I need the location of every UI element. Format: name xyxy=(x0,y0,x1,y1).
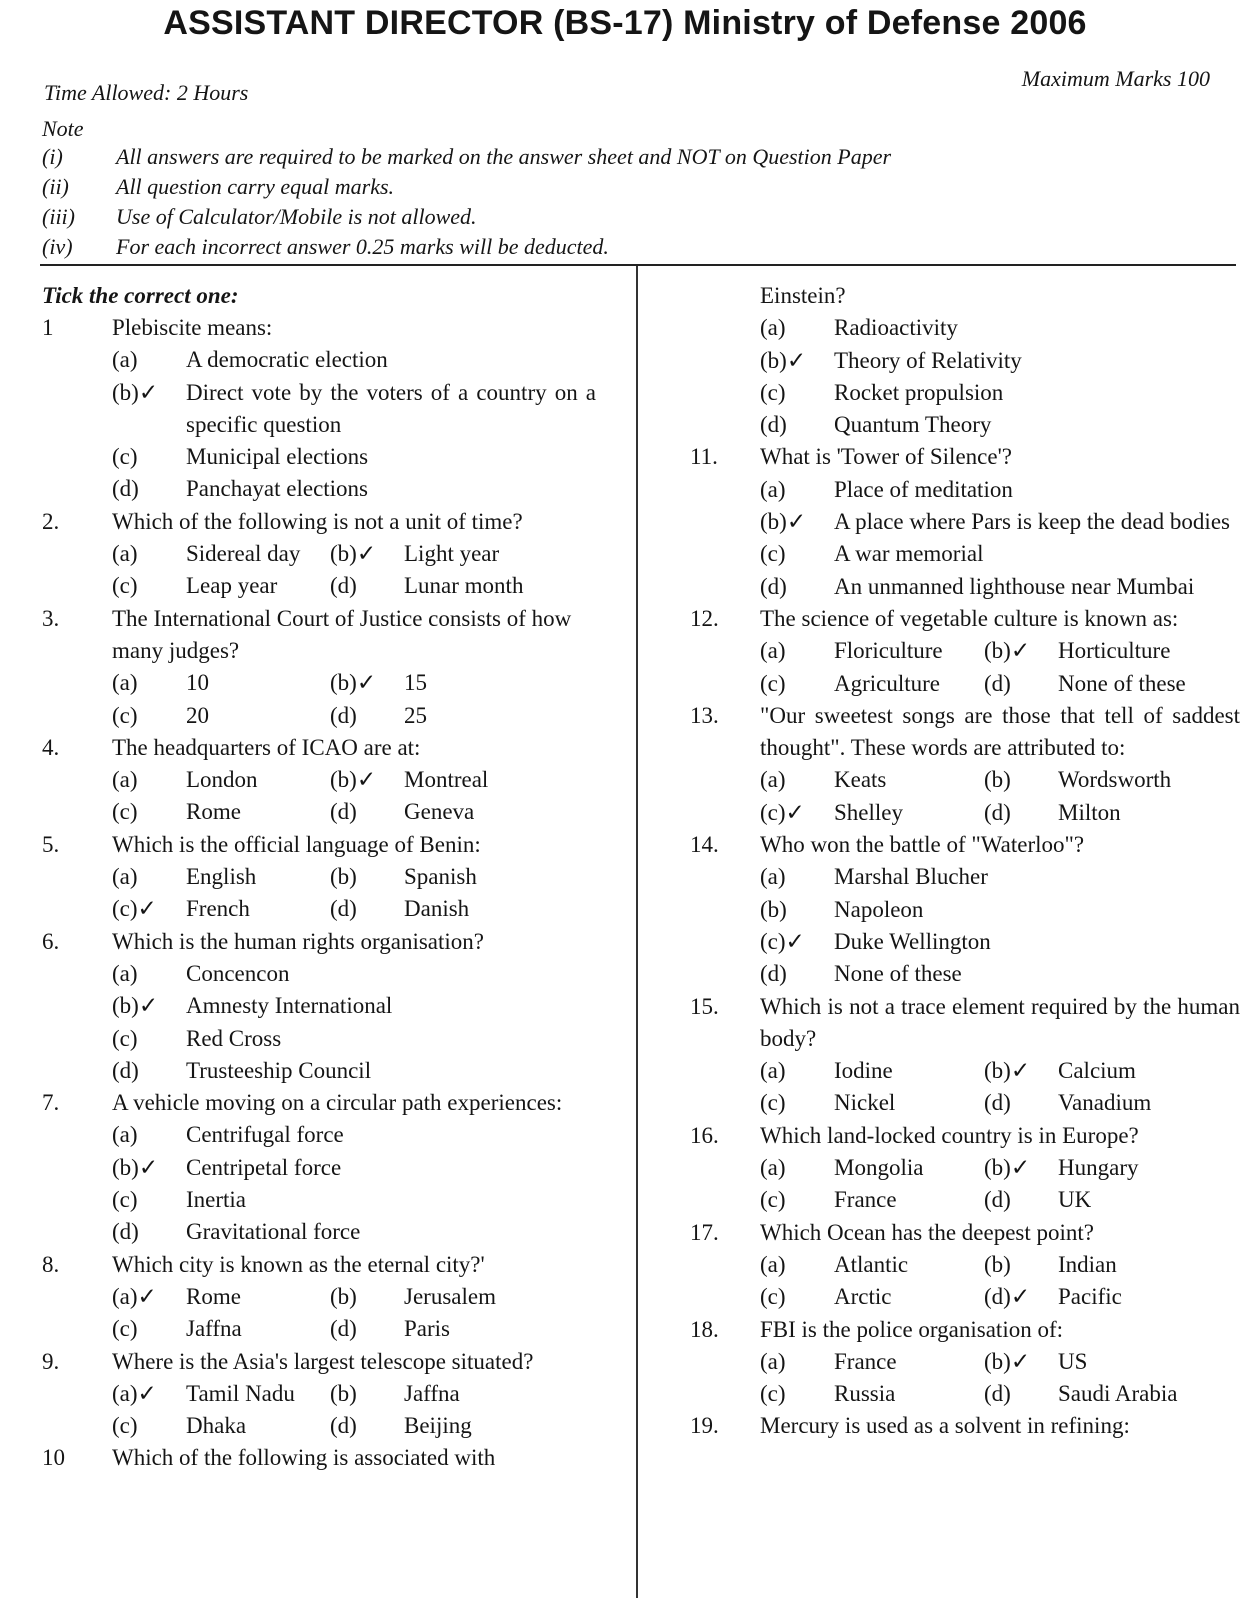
question-number: 15. xyxy=(690,993,719,1019)
question-text: Which of the following is not a unit of time? xyxy=(112,508,523,534)
question-number: 9. xyxy=(42,1348,60,1374)
option-d: (d) Lunar month xyxy=(330,573,524,599)
option-c: (c) Municipal elections xyxy=(112,444,369,470)
option-c: (c) A war memorial xyxy=(760,541,984,567)
question-text: Which Ocean has the deepest point? xyxy=(760,1219,1095,1245)
note-number: (ii) xyxy=(42,174,69,199)
question-18 xyxy=(684,1314,1240,1411)
question-16 xyxy=(684,1120,1240,1217)
option-b: (b) Spanish xyxy=(330,864,477,890)
option-b: (b)✓ Hungary xyxy=(984,1155,1139,1181)
note-label: Note xyxy=(42,116,84,141)
question-text: FBI is the police organisation of: xyxy=(760,1316,1064,1342)
question-4 xyxy=(36,732,596,829)
option-c: (c) Dhaka xyxy=(112,1413,247,1439)
option-c: (c) Leap year xyxy=(112,573,278,599)
question-19 xyxy=(684,1410,1240,1442)
option-c: (c)✓ French xyxy=(112,896,250,922)
option-a: (a) France xyxy=(760,1348,897,1374)
question-text: Which is not a trace element required by the human body? xyxy=(760,993,1240,1051)
question-text: The International Court of Justice consists of how many judges? xyxy=(112,605,572,663)
question-text: Einstein? xyxy=(760,283,846,308)
option-d: (d) 25 xyxy=(330,702,427,728)
question-text: Which land-locked country is in Europe? xyxy=(760,1122,1139,1148)
option-b: (b) Indian xyxy=(984,1251,1117,1277)
option-d: (d) Paris xyxy=(330,1316,450,1342)
option-d: (d) Gravitational force xyxy=(112,1219,361,1245)
question-text: Which is the official language of Benin: xyxy=(112,831,481,857)
question-11 xyxy=(684,441,1240,602)
question-5 xyxy=(36,829,596,926)
note-text: All question carry equal marks. xyxy=(116,174,395,199)
question-text: Which is the human rights organisation? xyxy=(112,928,484,954)
option-b: (b)✓ Centripetal force xyxy=(112,1154,342,1180)
option-b: (b)✓ US xyxy=(984,1348,1088,1374)
note-number: (i) xyxy=(42,144,63,169)
question-2 xyxy=(36,506,596,603)
option-d: (d) Danish xyxy=(330,896,470,922)
option-d: (d) Panchayat elections xyxy=(112,476,369,502)
question-number: 8. xyxy=(42,1251,60,1277)
question-17 xyxy=(684,1217,1240,1314)
question-number: 19. xyxy=(690,1413,719,1439)
question-8 xyxy=(36,1249,596,1346)
right-column xyxy=(684,280,1240,1443)
question-text: Which of the following is associated with xyxy=(112,1445,496,1471)
option-a: (a) Concencon xyxy=(112,960,290,986)
option-c: (c) Rome xyxy=(112,799,241,825)
option-a: (a)✓ Tamil Nadu xyxy=(112,1380,295,1406)
question-number: 18. xyxy=(690,1316,719,1342)
option-c: (c) France xyxy=(760,1187,897,1213)
question-9 xyxy=(36,1346,596,1443)
question-6 xyxy=(36,926,596,1087)
option-a: (a) Iodine xyxy=(760,1058,893,1084)
option-c: (c) Agriculture xyxy=(760,670,941,696)
question-text: Who won the battle of "Waterloo"? xyxy=(760,832,1085,858)
option-d: (d) Saudi Arabia xyxy=(984,1381,1178,1407)
option-c: (c) Jaffna xyxy=(112,1316,242,1342)
option-d: (d) None of these xyxy=(760,961,962,987)
option-c: (c) Nickel xyxy=(760,1090,896,1116)
option-a: (a) 10 xyxy=(112,670,209,696)
option-a: (a) Mongolia xyxy=(760,1155,924,1181)
question-1 xyxy=(36,312,596,506)
question-number: 3. xyxy=(42,605,60,631)
option-d: (d) Trusteeship Council xyxy=(112,1057,372,1083)
option-d: (d) UK xyxy=(984,1187,1092,1213)
question-text: Which city is known as the eternal city?' xyxy=(112,1251,485,1277)
option-a: (a) Sidereal day xyxy=(112,541,301,567)
option-b: (b)✓ Direct vote by the voters of a country on a specific question xyxy=(112,379,596,437)
option-b: (b)✓ A place where Pars is keep the dead bodies xyxy=(760,509,1230,535)
option-c: (c) 20 xyxy=(112,702,209,728)
option-b: (b)✓ 15 xyxy=(330,670,427,696)
question-number: 12. xyxy=(690,605,719,631)
question-number: 1 xyxy=(42,315,54,340)
question-number: 4. xyxy=(42,734,60,760)
option-b: (b)✓ Calcium xyxy=(984,1058,1136,1084)
option-d: (d) Milton xyxy=(984,799,1121,825)
question-number: 2. xyxy=(42,508,60,534)
question-number: 13. xyxy=(690,702,719,728)
option-d: (d) An unmanned lighthouse near Mumbai xyxy=(760,573,1195,599)
question-text: "Our sweetest songs are those that tell of saddest thought". These words are attributed to: xyxy=(760,702,1240,761)
note-text: All answers are required to be marked on the answer sheet and NOT on Question Paper xyxy=(116,144,892,169)
option-b: (b) Jerusalem xyxy=(330,1283,496,1309)
question-13 xyxy=(684,700,1240,829)
question-text: Plebiscite means: xyxy=(112,315,273,340)
left-column xyxy=(36,280,596,1475)
option-b: (b)✓ Horticulture xyxy=(984,638,1171,664)
question-number: 16. xyxy=(690,1122,719,1148)
option-a: (a) Keats xyxy=(760,767,887,793)
maximum-marks: Maximum Marks 100 xyxy=(1021,66,1210,91)
question-3 xyxy=(36,603,596,732)
option-b: (b) Wordsworth xyxy=(984,767,1172,793)
option-d: (d) None of these xyxy=(984,670,1186,696)
question-number: 10 xyxy=(42,1445,65,1471)
option-d: (d) Quantum Theory xyxy=(760,412,992,438)
option-b: (b) Napoleon xyxy=(760,896,924,922)
option-a: (a) A democratic election xyxy=(112,347,388,373)
question-14 xyxy=(684,829,1240,990)
note-number: (iv) xyxy=(42,234,73,259)
option-b: (b)✓ Theory of Relativity xyxy=(760,347,1022,373)
question-text: Where is the Asia's largest telescope situated? xyxy=(112,1348,534,1374)
option-c: (c) Rocket propulsion xyxy=(760,379,1004,405)
option-c: (c) Russia xyxy=(760,1381,896,1407)
option-a: (a) English xyxy=(112,864,257,890)
question-text: Mercury is used as a solvent in refining: xyxy=(760,1413,1130,1439)
column-divider xyxy=(636,266,638,1598)
option-c: (c)✓ Duke Wellington xyxy=(760,928,991,954)
question-number: 6. xyxy=(42,928,60,954)
option-a: (a) Atlantic xyxy=(760,1251,909,1277)
option-d: (d) Beijing xyxy=(330,1413,472,1439)
option-c: (c)✓ Shelley xyxy=(760,799,903,825)
option-a: (a) Radioactivity xyxy=(760,315,958,341)
header-divider xyxy=(40,264,1236,266)
option-d: (d) Geneva xyxy=(330,799,475,825)
note-number: (iii) xyxy=(42,204,75,229)
option-c: (c) Red Cross xyxy=(112,1025,282,1051)
option-b: (b)✓ Amnesty International xyxy=(112,993,393,1019)
note-text: For each incorrect answer 0.25 marks will be deducted. xyxy=(116,234,609,259)
question-number: 17. xyxy=(690,1219,719,1245)
option-a: (a) Marshal Blucher xyxy=(760,864,988,890)
option-d: (d) Vanadium xyxy=(984,1090,1152,1116)
option-a: (a) London xyxy=(112,767,258,793)
question-number: 5. xyxy=(42,831,60,857)
option-b: (b)✓ Light year xyxy=(330,541,500,567)
page-title: ASSISTANT DIRECTOR (BS-17) Ministry of Defense 2006 xyxy=(163,4,1087,42)
question-text: A vehicle moving on a circular path experiences: xyxy=(112,1090,563,1116)
question-number: 14. xyxy=(690,832,719,858)
option-c: (c) Inertia xyxy=(112,1187,247,1213)
option-c: (c) Arctic xyxy=(760,1284,892,1310)
question-15 xyxy=(684,991,1240,1120)
option-a: (a) Place of meditation xyxy=(760,476,1013,502)
option-a: (a) Centrifugal force xyxy=(112,1122,344,1148)
option-d: (d)✓ Pacific xyxy=(984,1284,1122,1310)
option-a: (a) Floriculture xyxy=(760,638,943,664)
question-12 xyxy=(684,603,1240,700)
question-10-continued xyxy=(684,280,1240,441)
instruction-heading: Tick the correct one: xyxy=(42,283,239,308)
question-10 xyxy=(36,1442,596,1474)
option-a: (a)✓ Rome xyxy=(112,1283,241,1309)
option-b: (b)✓ Montreal xyxy=(330,767,489,793)
question-text: The headquarters of ICAO are at: xyxy=(112,734,421,760)
question-7 xyxy=(36,1087,596,1248)
question-number: 11. xyxy=(690,444,718,470)
question-text: What is 'Tower of Silence'? xyxy=(760,444,1012,470)
note-text: Use of Calculator/Mobile is not allowed. xyxy=(116,204,477,229)
question-text: The science of vegetable culture is known as: xyxy=(760,605,1179,631)
time-allowed: Time Allowed: 2 Hours xyxy=(44,80,249,105)
question-number: 7. xyxy=(42,1090,60,1116)
option-b: (b) Jaffna xyxy=(330,1380,460,1406)
